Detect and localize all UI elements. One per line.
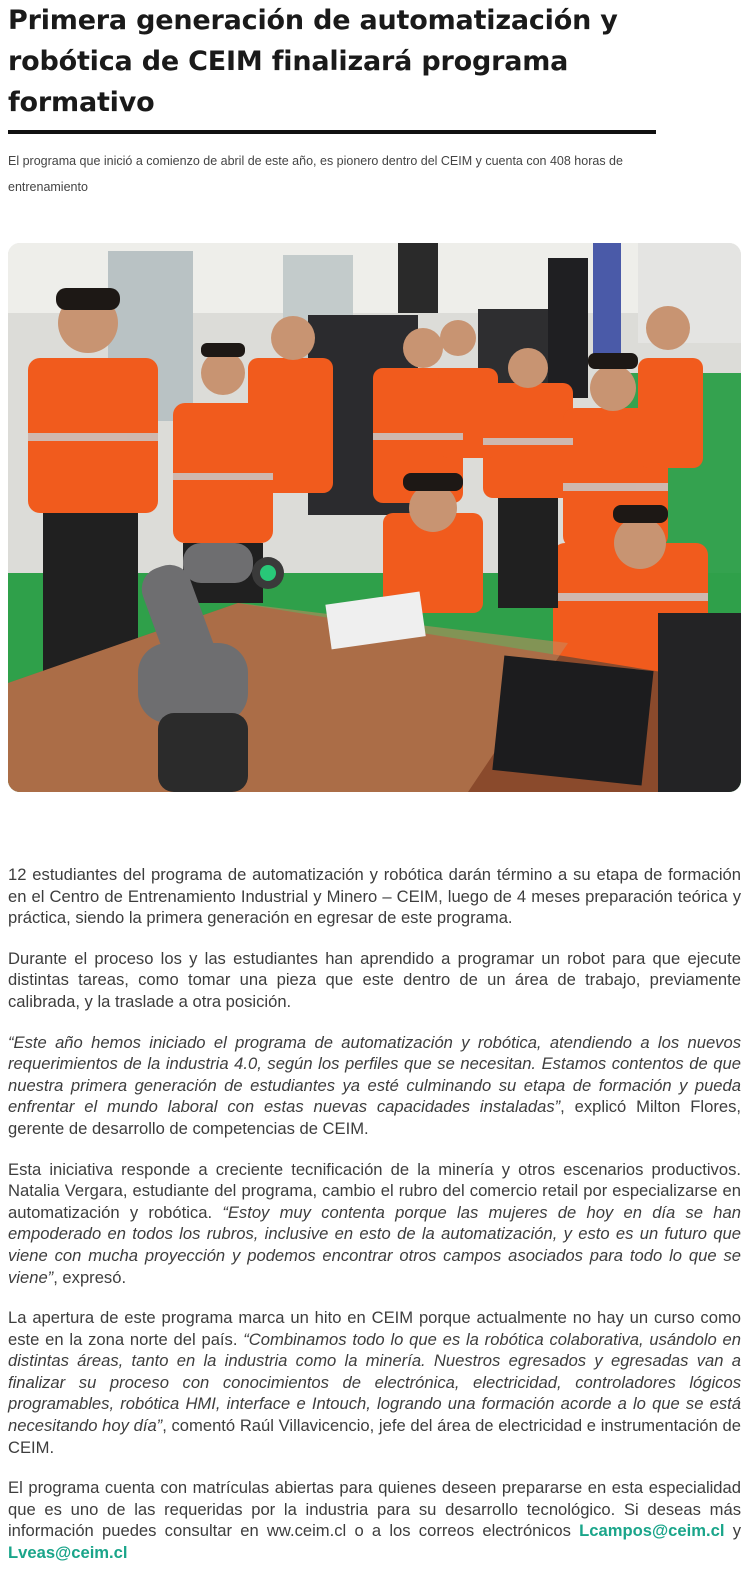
title-divider xyxy=(8,130,656,134)
paragraph xyxy=(8,1159,741,1289)
paragraph xyxy=(8,948,741,1013)
paragraph xyxy=(8,1307,741,1458)
paragraph-text: y xyxy=(724,1521,741,1541)
paragraph xyxy=(8,1477,741,1563)
paragraph-text: , expresó. xyxy=(53,1267,127,1287)
quote-text: “Combinamos todo lo que es la robótica colaborativa, usándolo en distintas áreas, tanto en la industria como la minería. Nuestros egresados y egresadas van a finalizar su proceso con conocimientos de electrónica, electricidad, controladores lógicos programables, robótica HMI, interface e Intouch, logrando una formación acorde a lo que se está necesitando hoy día” xyxy=(8,1329,742,1436)
paragraph xyxy=(8,864,741,929)
paragraph-text: 12 estudiantes del programa de automatización y robótica darán término a su etapa de formación en el Centro de Entrenamiento Industrial y Minero – CEIM, luego de 4 meses preparación teórica y práctica, siendo la primera generación en egresar de este programa. xyxy=(8,865,741,928)
paragraph-text: Durante el proceso los y las estudiantes han aprendido a programar un robot para que ejecute distintas tareas, como tomar una pieza que este dentro de un área de trabajo, previamente calibrada, y la traslade a otra posición. xyxy=(8,948,741,1011)
article-body xyxy=(8,864,741,1583)
email-link-lcampos[interactable]: Lcampos@ceim.cl xyxy=(579,1521,725,1541)
paragraph-text: El programa cuenta con matrículas abiertas para quienes deseen prepararse en esta especialidad que es uno de las requeridas por la industria para su desarrollo tecnológico. Si deseas más información puedes consultar en ww.ceim.cl o a los correos electrónicos xyxy=(8,1478,741,1541)
paragraph-text: Esta iniciativa responde a creciente tecnificación de la minería y otros escenarios productivos. Natalia Vergara, estudiante del programa, cambio el rubro del comercio retail por especializarse en automatización y robótica. xyxy=(8,1159,741,1222)
paragraph-text: La apertura de este programa marca un hito en CEIM porque actualmente no hay un curso como este en la zona norte del país. xyxy=(8,1308,741,1349)
article-title: Primera generación de automatización y robótica de CEIM finalizará programa formativo xyxy=(8,5,618,118)
article-subtitle: El programa que inició a comienzo de abril de este año, es pionero dentro del CEIM y cuenta con 408 horas de entrenamiento xyxy=(8,154,623,194)
quote-text: “Este año hemos iniciado el programa de automatización y robótica, atendiendo a los nuevos requerimientos de la industria 4.0, según los perfiles que se necesitan. Estamos contentos de que nuestra primera generación de estudiantes ya esté culminando su etapa de formación y pueda enfrentar el mundo laboral con estas nuevas capacidades instaladas” xyxy=(8,1032,741,1117)
email-link-lveas[interactable]: Lveas@ceim.cl xyxy=(8,1543,128,1563)
paragraph-text: , comentó Raúl Villavicencio, jefe del área de electricidad e instrumentación de CEIM. xyxy=(8,1416,741,1457)
article-photo xyxy=(8,243,741,792)
quote-text: “Estoy muy contenta porque las mujeres de hoy en día se han empoderado en todos los rubros, inclusive en esto de la automatización, y esto es un futuro que viene con mucha proyección y podemos encontrar otros campos asociados para todo lo que se viene” xyxy=(8,1202,741,1287)
paragraph xyxy=(8,1032,741,1140)
paragraph-text: , explicó Milton Flores, gerente de desarrollo de competencias de CEIM. xyxy=(8,1097,741,1138)
